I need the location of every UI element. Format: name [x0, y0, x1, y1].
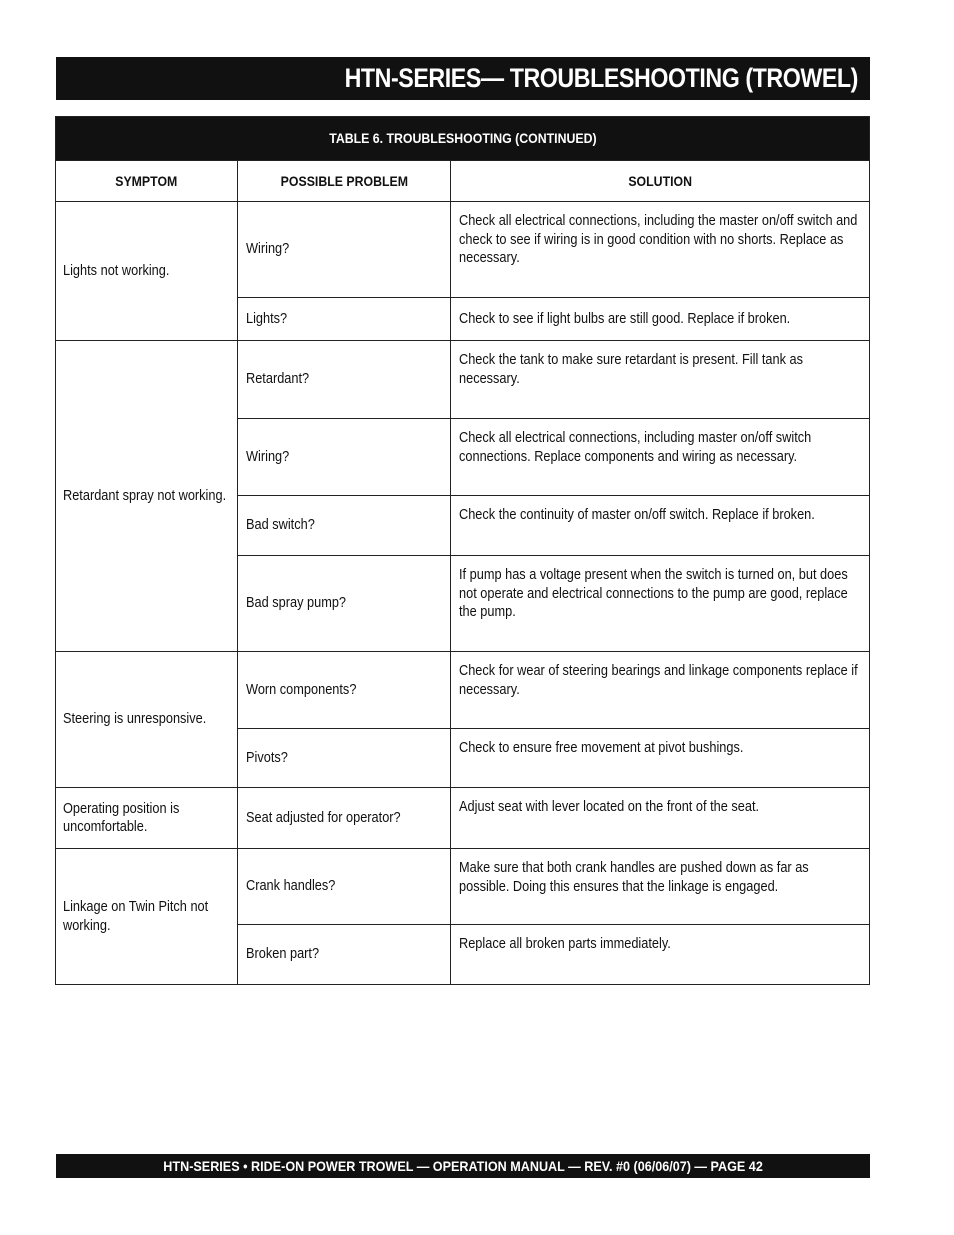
problem-cell: [238, 298, 451, 341]
solution-cell: [451, 652, 870, 729]
symptom-cell: [56, 202, 238, 341]
solution-cell: [451, 496, 870, 556]
table-row: [56, 652, 870, 729]
problem-text: Bad switch?: [246, 517, 315, 534]
problem-cell: [238, 556, 451, 652]
header-possible-problem: [238, 161, 451, 202]
symptom-text: Linkage on Twin Pitch not working.: [63, 899, 209, 934]
solution-cell: [451, 729, 870, 788]
table-row: [56, 202, 870, 298]
solution-text: If pump has a voltage present when the switch is turned on, but does not operate and electrical connections to the pump are good, replace the pump.: [459, 567, 848, 620]
header-symptom-text: SYMPTOM: [115, 173, 178, 189]
header-solution: [451, 161, 870, 202]
symptom-text: Lights not working.: [63, 262, 170, 279]
symptom-text: Operating position is uncomfortable.: [63, 800, 180, 835]
table-row: [56, 788, 870, 849]
symptom-cell: [56, 652, 238, 788]
table-caption-text: TABLE 6. TROUBLESHOOTING (CONTINUED): [328, 130, 597, 147]
solution-text: Check for wear of steering bearings and linkage components replace if necessary.: [459, 663, 858, 698]
problem-text: Wiring?: [246, 448, 290, 465]
page-footer: [56, 1154, 870, 1178]
page-title-text: HTN-SERIES— TROUBLESHOOTING (TROWEL): [344, 63, 858, 93]
page-footer-text: HTN-SERIES • RIDE-ON POWER TROWEL — OPERATION MANUAL — REV. #0 (06/06/07) — PAGE 42: [163, 1158, 763, 1174]
problem-text: Wiring?: [246, 241, 290, 258]
problem-cell: [238, 496, 451, 556]
table-row: [56, 849, 870, 925]
problem-cell: [238, 341, 451, 419]
solution-text: Adjust seat with lever located on the front of the seat.: [459, 799, 760, 815]
problem-cell: [238, 419, 451, 496]
problem-cell: [238, 849, 451, 925]
problem-text: Seat adjusted for operator?: [246, 809, 401, 826]
problem-cell: [238, 729, 451, 788]
page-title: [56, 57, 870, 100]
solution-text: Make sure that both crank handles are pushed down as far as possible. Doing this ensures that the linkage is engaged.: [459, 860, 809, 895]
problem-text: Crank handles?: [246, 878, 336, 895]
solution-text: Check to ensure free movement at pivot bushings.: [459, 740, 744, 756]
table-caption: [56, 117, 870, 161]
solution-text: Check the continuity of master on/off switch. Replace if broken.: [459, 507, 815, 523]
header-solution-text: SOLUTION: [628, 173, 692, 189]
solution-cell: [451, 419, 870, 496]
symptom-cell: [56, 341, 238, 652]
solution-text: Replace all broken parts immediately.: [459, 936, 671, 952]
solution-cell: [451, 341, 870, 419]
symptom-cell: [56, 788, 238, 849]
problem-text: Lights?: [246, 310, 288, 327]
solution-text: Check the tank to make sure retardant is present. Fill tank as necessary.: [459, 352, 803, 387]
solution-cell: [451, 925, 870, 985]
header-symptom: [56, 161, 238, 202]
solution-text: Check all electrical connections, including master on/off switch connections. Replace components and wiring as necessary.: [459, 430, 812, 465]
solution-cell: [451, 849, 870, 925]
problem-text: Pivots?: [246, 749, 288, 766]
problem-cell: [238, 925, 451, 985]
table-row: [56, 341, 870, 419]
problem-text: Worn components?: [246, 681, 357, 698]
problem-text: Broken part?: [246, 946, 320, 963]
table-caption-row: [56, 117, 870, 161]
symptom-cell: [56, 849, 238, 985]
solution-cell: [451, 298, 870, 341]
problem-text: Retardant?: [246, 371, 310, 388]
solution-text: Check all electrical connections, including the master on/off switch and check to see if wiring is in good condition with no shorts. Replace as necessary.: [459, 213, 858, 266]
header-possible-problem-text: POSSIBLE PROBLEM: [280, 173, 408, 189]
problem-cell: [238, 202, 451, 298]
solution-cell: [451, 788, 870, 849]
troubleshooting-table: [55, 116, 870, 985]
table-header-row: [56, 161, 870, 202]
symptom-text: Retardant spray not working.: [63, 487, 227, 504]
problem-cell: [238, 788, 451, 849]
problem-text: Bad spray pump?: [246, 595, 347, 612]
symptom-text: Steering is unresponsive.: [63, 711, 207, 728]
solution-text: Check to see if light bulbs are still good. Replace if broken.: [459, 310, 791, 327]
problem-cell: [238, 652, 451, 729]
solution-cell: [451, 202, 870, 298]
troubleshooting-table-wrap: [55, 116, 869, 985]
solution-cell: [451, 556, 870, 652]
